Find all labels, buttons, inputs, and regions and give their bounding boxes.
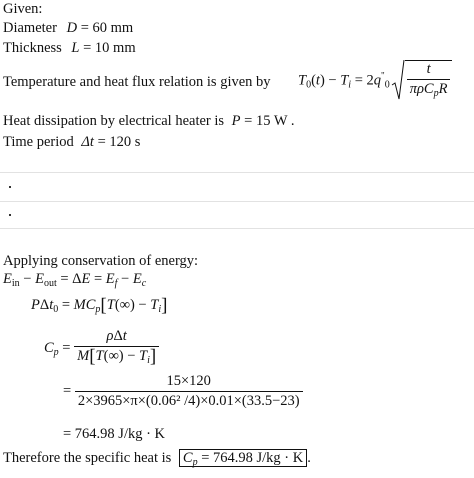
numeric-numerator: 15×120 [166, 373, 211, 389]
sqrt-sign [391, 60, 405, 102]
power-symbol: P [231, 113, 241, 129]
thickness-symbol: L [71, 40, 80, 56]
thickness-value: = 10 mm [83, 40, 136, 56]
result-line: = 764.98 J/kg · K [63, 426, 166, 442]
specific-heat-expression: $C_p$ = $\frac{\text{ρΔt}}{M[T(\infty) - T_i]}$ [44, 328, 159, 369]
solution-intro: Applying conservation of energy: [3, 253, 199, 269]
separator-line [0, 228, 474, 229]
thickness-label: Thickness [3, 40, 62, 56]
separator-line [0, 201, 474, 202]
power-value: = 15 W . [244, 113, 295, 129]
numeric-substitution: = $\frac{15\times 120}{\text{2×3965×π×(0.06² /4)×0.01×(33.5−23)}}$ [63, 373, 303, 410]
diameter-label: Diameter [3, 20, 57, 36]
time-value: = 120 s [97, 134, 141, 150]
given-heading: Given: [3, 1, 43, 17]
boxed-answer-value: = 764.98 J/kg · K [201, 450, 304, 466]
thickness-line [3, 40, 136, 57]
energy-balance-equation: $E_{in} - E_{out} = \Delta E = E_f - E_c$ [3, 271, 147, 289]
diameter-value: = 60 mm [80, 20, 134, 36]
diameter-symbol: D [66, 20, 78, 36]
heater-text: Heat dissipation by electrical heater is [3, 113, 225, 129]
separator-dot [9, 186, 11, 188]
numeric-denominator: 2×3965×π×(0.06² /4)×0.01×(33.5−23) [75, 391, 303, 410]
time-line [3, 134, 140, 151]
time-text: Time period [3, 134, 74, 150]
diameter-line [3, 20, 133, 37]
conclusion-line: Therefore the specific heat is $C_p = 764.98$ J/kg · K . [3, 450, 311, 468]
separator-dot [9, 214, 11, 216]
separator-line [0, 172, 474, 173]
heater-line [3, 113, 295, 130]
time-symbol: Δt [81, 134, 94, 150]
relation-text: Temperature and heat flux relation is given by [3, 74, 271, 90]
boxed-answer: $C_p = 764.98$ J/kg · K [179, 449, 307, 467]
conclusion-text: Therefore the specific heat is [3, 450, 172, 466]
heat-flux-formula: $T_0(t) - T_i = 2q^"_0$ $\frac{t}{\pi\rho C_pR}$ [298, 60, 452, 102]
energy-equation: $P\Delta t_0 = MC_p[T(\infty) - T_i]$ [31, 295, 168, 316]
